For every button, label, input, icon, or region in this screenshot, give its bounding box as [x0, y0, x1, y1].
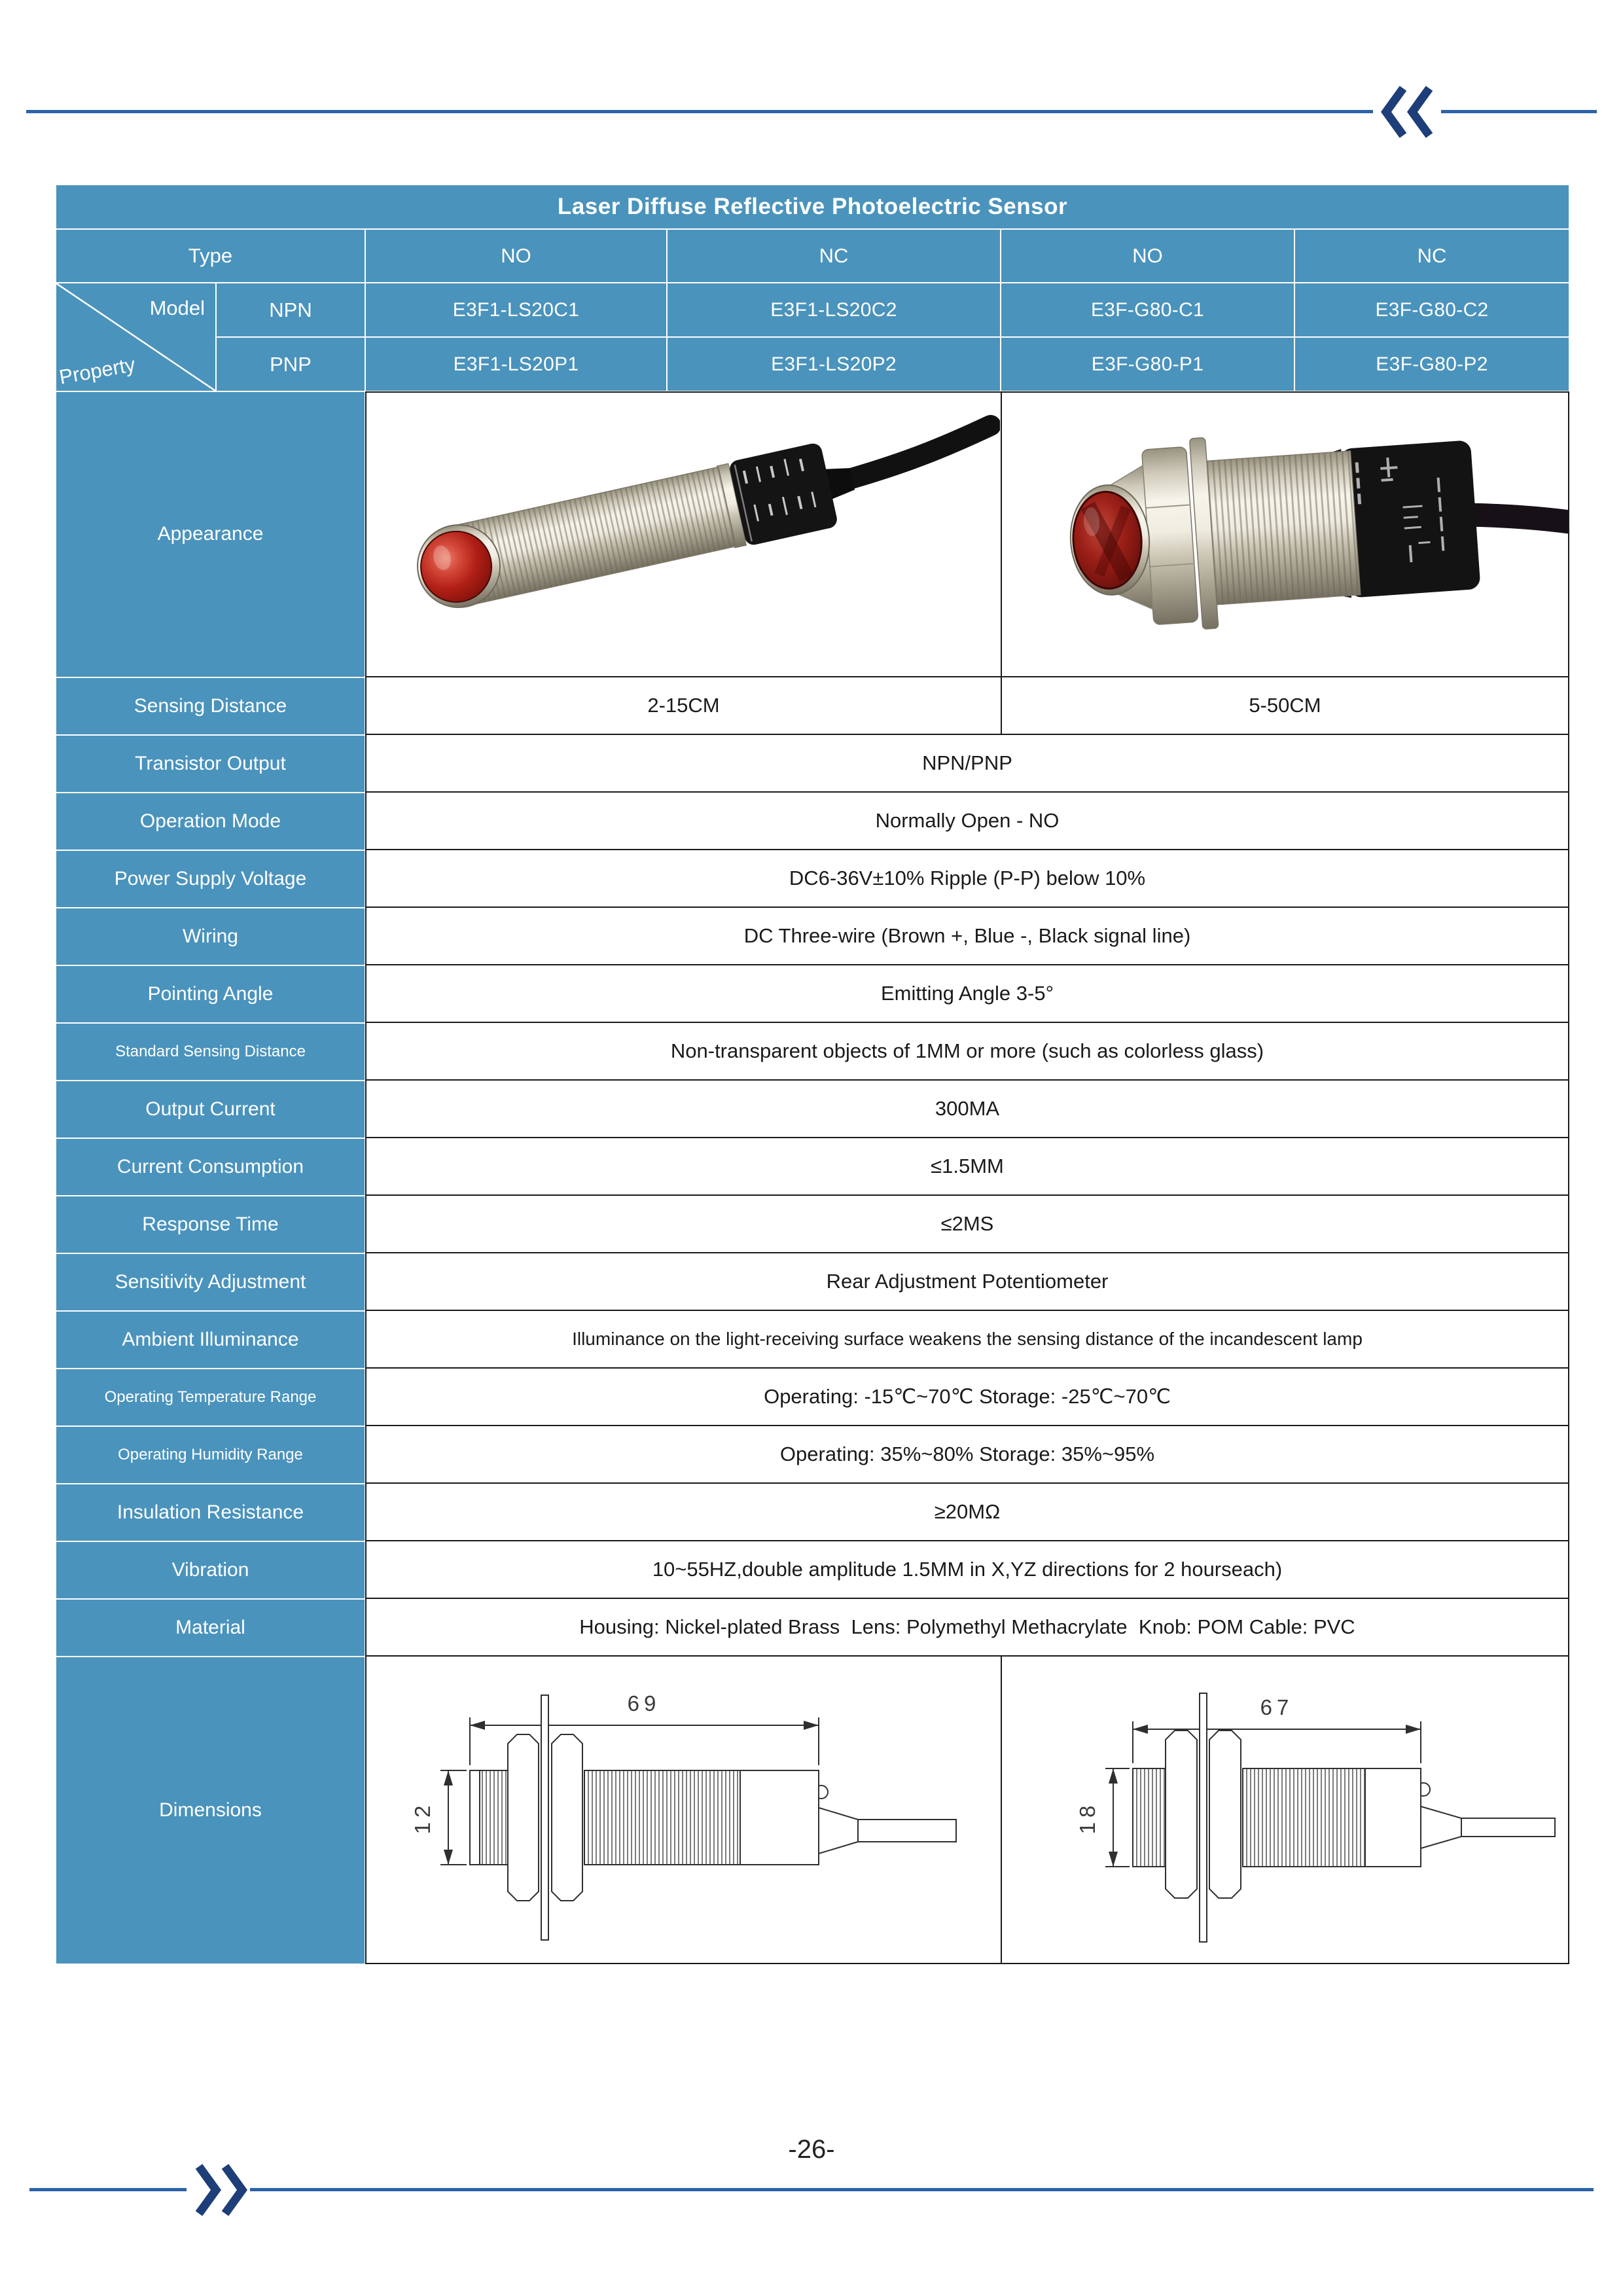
model-npn-2: E3F1-LS20C2	[667, 283, 1001, 337]
page-number: -26-	[788, 2135, 835, 2164]
model-pnp-3: E3F-G80-P1	[1001, 337, 1294, 391]
dim-length-label: 69	[627, 1691, 661, 1715]
dim-length-label: 67	[1260, 1695, 1294, 1719]
spec-value: Housing: Nickel-plated Brass Lens: Polymethyl Methacrylate Knob: POM Cable: PVC	[365, 1599, 1569, 1657]
pnp-row-label: PNP	[216, 337, 365, 391]
dimension-drawing-large-sensor	[1001, 1657, 1569, 1964]
cad-drawing-2	[1105, 1693, 1555, 1942]
spec-value: Rear Adjustment Potentiometer	[365, 1253, 1569, 1311]
model-pnp-2: E3F1-LS20P2	[667, 337, 1001, 391]
dim-diameter-label: 18	[1075, 1801, 1099, 1835]
bottom-rule-right	[250, 2188, 1594, 2191]
spec-value: Emitting Angle 3-5°	[365, 965, 1569, 1023]
spec-label-current-consumption: Current Consumption	[56, 1138, 365, 1196]
sensing-distance-left: 2-15CM	[365, 677, 1001, 735]
corner-property-label: Property	[57, 353, 137, 389]
spec-label-operation-mode: Operation Mode	[56, 793, 365, 850]
type-col-3: NO	[1001, 229, 1294, 283]
spec-label-pointing-angle: Pointing Angle	[56, 965, 365, 1023]
spec-label-ambient-illuminance: Ambient Illuminance	[56, 1311, 365, 1369]
dim-diameter-label: 12	[410, 1801, 435, 1835]
spec-value: Operating: -15℃~70℃ Storage: -25℃~70℃	[365, 1369, 1569, 1426]
spec-table	[56, 185, 1569, 1964]
spec-label-standard-sensing-distance: Standard Sensing Distance	[56, 1023, 365, 1081]
spec-value: DC Three-wire (Brown +, Blue -, Black signal line)	[365, 908, 1569, 965]
type-col-1: NO	[365, 229, 667, 283]
sensor-photo-1	[409, 405, 1000, 617]
spec-value: ≥20MΩ	[365, 1484, 1569, 1541]
spec-value: 10~55HZ,double amplitude 1.5MM in X,YZ directions for 2 hourseach)	[365, 1541, 1569, 1599]
spec-value: ≤2MS	[365, 1196, 1569, 1253]
spec-value: ≤1.5MM	[365, 1138, 1569, 1196]
type-col-2: NC	[667, 229, 1001, 283]
npn-row-label: NPN	[216, 283, 365, 337]
spec-value: 300MA	[365, 1081, 1569, 1138]
model-npn-3: E3F-G80-C1	[1001, 283, 1294, 337]
appearance-label: Appearance	[56, 391, 365, 677]
model-npn-1: E3F1-LS20C1	[365, 283, 667, 337]
sensor-photo-2	[1064, 409, 1568, 638]
spec-label-operating-temperature-range: Operating Temperature Range	[56, 1369, 365, 1426]
spec-label-wiring: Wiring	[56, 908, 365, 965]
sensing-distance-right: 5-50CM	[1001, 677, 1569, 735]
spec-value: Illuminance on the light-receiving surface weakens the sensing distance of the incandescent lamp	[365, 1311, 1569, 1369]
model-pnp-1: E3F1-LS20P1	[365, 337, 667, 391]
spec-label-vibration: Vibration	[56, 1541, 365, 1599]
dimensions-label: Dimensions	[56, 1657, 365, 1964]
spec-label-sensitivity-adjustment: Sensitivity Adjustment	[56, 1253, 365, 1311]
product-photo-small-sensor	[365, 391, 1001, 677]
top-rule-right	[1441, 110, 1597, 113]
spec-label-material: Material	[56, 1599, 365, 1657]
spec-label-transistor-output: Transistor Output	[56, 735, 365, 793]
spec-value: Operating: 35%~80% Storage: 35%~95%	[365, 1426, 1569, 1484]
spec-label-output-current: Output Current	[56, 1081, 365, 1138]
cad-drawing-1	[440, 1695, 956, 1940]
chevron-double-left-icon	[1377, 84, 1440, 139]
spec-value: NPN/PNP	[365, 735, 1569, 793]
spec-label-insulation-resistance: Insulation Resistance	[56, 1484, 365, 1541]
table-title: Laser Diffuse Reflective Photoelectric Sensor	[56, 185, 1569, 229]
product-photo-large-sensor	[1001, 391, 1569, 677]
spec-label-response-time: Response Time	[56, 1196, 365, 1253]
model-property-corner-cell	[56, 283, 216, 391]
chevron-double-right-icon	[188, 2162, 251, 2217]
spec-value: Normally Open - NO	[365, 793, 1569, 850]
spec-label-operating-humidity-range: Operating Humidity Range	[56, 1426, 365, 1484]
top-rule-left	[26, 110, 1373, 113]
corner-model-label: Model	[149, 296, 205, 319]
model-pnp-4: E3F-G80-P2	[1294, 337, 1569, 391]
bottom-rule-left	[29, 2188, 187, 2191]
spec-value: DC6-36V±10% Ripple (P-P) below 10%	[365, 850, 1569, 908]
model-npn-4: E3F-G80-C2	[1294, 283, 1569, 337]
dimension-drawing-small-sensor	[365, 1657, 1001, 1964]
sensing-distance-label: Sensing Distance	[56, 677, 365, 735]
type-col-4: NC	[1294, 229, 1569, 283]
spec-label-power-supply-voltage: Power Supply Voltage	[56, 850, 365, 908]
type-label: Type	[56, 229, 365, 283]
spec-value: Non-transparent objects of 1MM or more (such as colorless glass)	[365, 1023, 1569, 1081]
